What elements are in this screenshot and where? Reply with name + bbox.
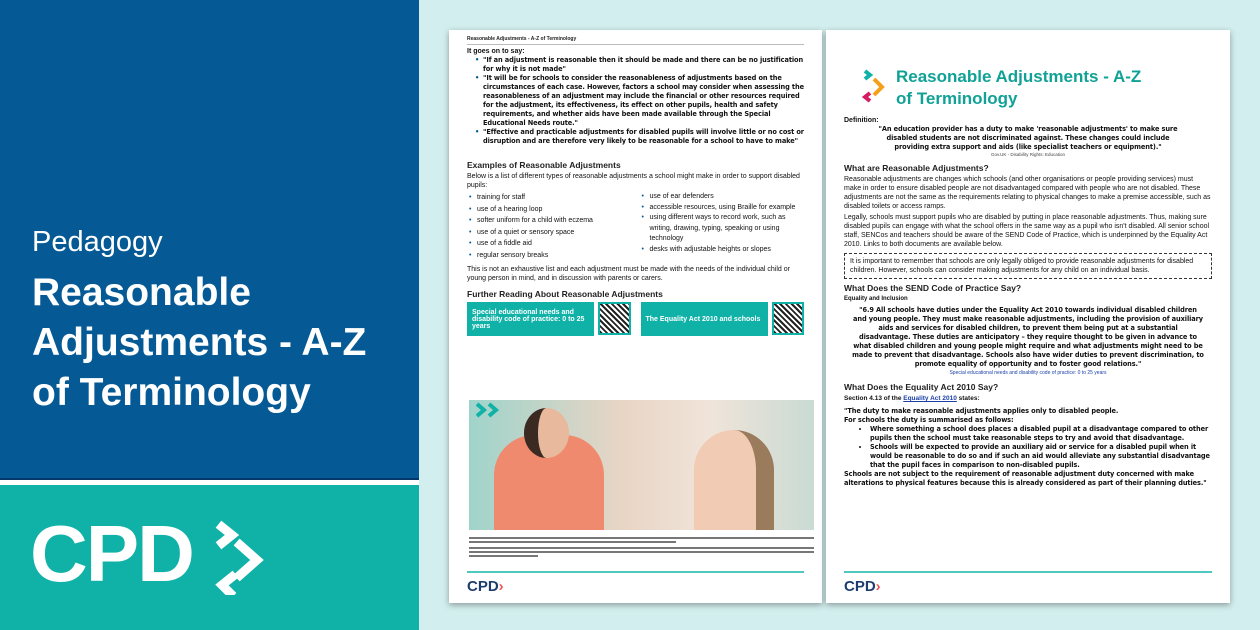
equality-quote-2: For schools the duty is summarised as follows: [844, 416, 1014, 424]
document-page-2 [826, 30, 1230, 603]
cpd-chevron-icon [212, 515, 272, 595]
example-item: • use of a quiet or sensory space [467, 227, 632, 239]
banner [0, 0, 419, 630]
example-item: • use of a hearing loop [467, 204, 632, 216]
quote-item: • "It will be for schools to consider the reasonableness of adjustments based on the circumstances of each case. However, factors a school may consider when assessing the reasonableness of an adjustment may include the financial or other resources required for the adjustment, its effectiveness, its effect on other pupils, health and safety requirements, and whether aids have been made available through the Special Educational Needs route." [473, 74, 804, 128]
example-item: • regular sensory breaks [467, 250, 632, 262]
equality-act-link[interactable]: The Equality Act 2010 and schools [641, 302, 768, 336]
examples-list-1 [467, 192, 632, 261]
example-item: • use of a fiddle aid [467, 238, 632, 250]
quote-item: • "Effective and practicable adjustments for disabled pupils will involve little or no cost or disruption and are therefore very likely to be reasonable for a school to have to make" [473, 128, 804, 146]
send-source: Special educational needs and disability code of practice: 0 to 25 years [949, 370, 1107, 376]
page-footer-logo: CPD› [467, 571, 804, 595]
example-item: • using different ways to record work, such as writing, drawing, typing, speaking or using technology [640, 213, 805, 245]
page-header: Reasonable Adjustments - A-Z of Terminology [467, 36, 804, 45]
examples-intro: Below is a list of different types of reasonable adjustments a school might make in order to support disabled pupils: [467, 173, 800, 189]
definition-label: Definition: [844, 117, 879, 124]
qr-code[interactable] [598, 302, 630, 335]
what-heading: What are Reasonable Adjustments? [844, 163, 989, 173]
cpd-logo: CPD [30, 509, 193, 598]
example-item: • training for staff [467, 192, 632, 204]
qr-code[interactable] [772, 302, 804, 335]
category-label: Pedagogy [32, 226, 163, 258]
classroom-photo [469, 400, 814, 530]
important-note-box: It is important to remember that schools are only legally obliged to provide reasonable adjustments for disabled children. However, schools can consider making adjustments for any child on an individual basis. [844, 253, 1212, 279]
example-item: • accessible resources, using Braille for example [640, 203, 805, 214]
what-paragraph-1: Reasonable adjustments are changes which schools (and other organisations or people providing services) must make in order to ensure disabled people are not disadvantaged compared with people who are not disabled. These adjustments are not the same as the requirements relating to physical changes to make a premise accessible, such as disabled toilets or access ramps. [844, 176, 1211, 210]
example-item: • softer uniform for a child with eczema [467, 215, 632, 227]
examples-list-2 [640, 192, 805, 261]
definition-source: Gov.UK - Disability Rights: Education [991, 152, 1065, 157]
equality-act-link[interactable]: Equality Act 2010 [903, 395, 957, 402]
example-item: • desks with adjustable heights or slopes [640, 245, 805, 256]
further-reading-heading: Further Reading About Reasonable Adjustments [467, 289, 663, 299]
example-item: • use of ear defenders [640, 192, 805, 203]
send-quote: "6.9 All schools have duties under the Equality Act 2010 towards individual disabled children and young people. They must make reasonable adjustments, including the provision of auxiliary aids and services for disabled children, to prevent them being put at a substantial disadvantage. These duties are anticipatory – they require thought to be given in advance to what disabled children and young people might require and what adjustments might need to be made to prevent that disadvantage. Schools also have wider duties to prevent discrimination, to promote equality of opportunity and to foster good relations." [852, 306, 1204, 368]
send-subheading: Equality and Inclusion [844, 296, 908, 302]
equality-heading: What Does the Equality Act 2010 Say? [844, 382, 999, 392]
document-title: Reasonable Adjustments - A-Z of Terminology [896, 67, 1142, 108]
equality-bullet: • Where something a school does places a disabled pupil at a disadvantage compared to other pupils then the school must take reasonable steps to try and avoid that disadvantage. [870, 425, 1212, 443]
intro-text: It goes on to say: [467, 48, 525, 55]
equality-quote-1: "The duty to make reasonable adjustments applies only to disabled people. [844, 407, 1119, 415]
cpd-chevron-icon [862, 68, 888, 104]
banner-title-area [0, 0, 419, 480]
definition-quote: "An education provider has a duty to make 'reasonable adjustments' to make sure disabled students are not discriminated against. These changes could include providing extra support and aids (like specialist teachers or equipment)." [878, 125, 1178, 151]
examples-heading: Examples of Reasonable Adjustments [467, 160, 621, 170]
banner-title: Reasonable Adjustments - A-Z of Terminology [32, 271, 367, 414]
examples-note: This is not an exhaustive list and each adjustment must be made with the needs of the individual child or young person in mind, and in discussion with parents or carers. [467, 266, 790, 282]
quote-list [473, 56, 804, 146]
what-paragraph-2: Legally, schools must support pupils who are disabled by putting in place reasonable adjustments. Thus, making sure disabled pupils can engage with what the school offers in the same way as a pupil who isn't disabled. All senior school staff, SENCos and teachers should be aware of the SEND Code of Practice, which is underpinned by the Equality Act 2010. Links to both documents are available below. [844, 214, 1210, 248]
equality-quote-end: Schools are not subject to the requirement of reasonable adjustment duty concerned with make alterations to physical features because this is already considered as part of their planning duties." [844, 470, 1207, 487]
document-page-1 [449, 30, 822, 603]
chevron-icon [475, 402, 505, 418]
quote-item: • "If an adjustment is reasonable then it should be made and there can be no justification for why it is not made" [473, 56, 804, 74]
equality-subheading: Section 4.13 of the Equality Act 2010 states: [844, 395, 980, 402]
equality-bullets [844, 425, 1212, 470]
send-heading: What Does the SEND Code of Practice Say? [844, 283, 1022, 293]
equality-bullet: • Schools will be expected to provide an auxiliary aid or service for a disabled pupil when it would be reasonable to do so and if such an aid would alleviate any substantial disadvantage that the pupil faces in comparison to non-disabled pupils. [870, 443, 1212, 470]
send-code-link[interactable]: Special educational needs and disability code of practice: 0 to 25 years [467, 302, 594, 336]
disclaimer [469, 535, 814, 559]
page-footer-logo: CPD› [844, 571, 1212, 595]
